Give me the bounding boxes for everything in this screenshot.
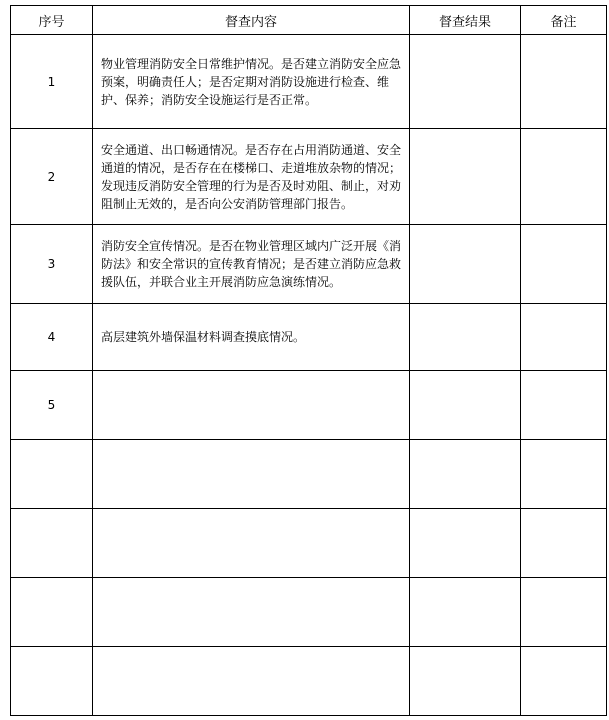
row-result-cell[interactable] [410, 129, 521, 225]
row-remark-cell[interactable] [521, 578, 607, 647]
row-result-cell[interactable] [410, 440, 521, 509]
row-seq: 4 [11, 304, 93, 371]
row-remark-cell[interactable] [521, 647, 607, 716]
table-row [11, 440, 607, 509]
row-result-cell[interactable] [410, 647, 521, 716]
row-remark-cell[interactable] [521, 129, 607, 225]
table-row [11, 509, 607, 578]
row-result-cell[interactable] [410, 371, 521, 440]
row-content [93, 578, 410, 647]
row-result-cell[interactable] [410, 225, 521, 304]
row-remark-cell[interactable] [521, 371, 607, 440]
row-content [93, 509, 410, 578]
row-content: 安全通道、出口畅通情况。是否存在占用消防通道、安全通道的情况，是否存在在楼梯口、走道堆放杂物的情况；发现违反消防安全管理的行为是否及时劝阻、制止，对劝阻制止无效的，是否向公安消防管理部门报告。 [93, 129, 410, 225]
row-seq [11, 578, 93, 647]
row-remark-cell[interactable] [521, 225, 607, 304]
row-remark-cell[interactable] [521, 509, 607, 578]
table-row [11, 647, 607, 716]
row-result-cell[interactable] [410, 304, 521, 371]
table-row [11, 304, 607, 371]
inspection-table [10, 5, 607, 716]
row-seq: 3 [11, 225, 93, 304]
row-remark-cell[interactable] [521, 304, 607, 371]
table-row [11, 35, 607, 129]
table-row [11, 225, 607, 304]
row-content [93, 647, 410, 716]
row-seq [11, 509, 93, 578]
row-content [93, 371, 410, 440]
header-result: 督查结果 [410, 6, 521, 35]
row-content: 物业管理消防安全日常维护情况。是否建立消防安全应急预案，明确责任人；是否定期对消防设施进行检查、维护、保养；消防安全设施运行是否正常。 [93, 35, 410, 129]
row-content: 消防安全宣传情况。是否在物业管理区域内广泛开展《消防法》和安全常识的宣传教育情况；是否建立消防应急救援队伍，并联合业主开展消防应急演练情况。 [93, 225, 410, 304]
header-seq: 序号 [11, 6, 93, 35]
row-content: 高层建筑外墙保温材料调查摸底情况。 [93, 304, 410, 371]
row-result-cell[interactable] [410, 35, 521, 129]
row-result-cell[interactable] [410, 578, 521, 647]
header-remark: 备注 [521, 6, 607, 35]
table-row [11, 129, 607, 225]
row-seq: 2 [11, 129, 93, 225]
row-remark-cell[interactable] [521, 440, 607, 509]
row-remark-cell[interactable] [521, 35, 607, 129]
row-result-cell[interactable] [410, 509, 521, 578]
header-content: 督查内容 [93, 6, 410, 35]
row-seq [11, 647, 93, 716]
table-row [11, 371, 607, 440]
table-row [11, 578, 607, 647]
row-seq: 5 [11, 371, 93, 440]
table-header-row [11, 6, 607, 35]
row-content [93, 440, 410, 509]
row-seq: 1 [11, 35, 93, 129]
row-seq [11, 440, 93, 509]
